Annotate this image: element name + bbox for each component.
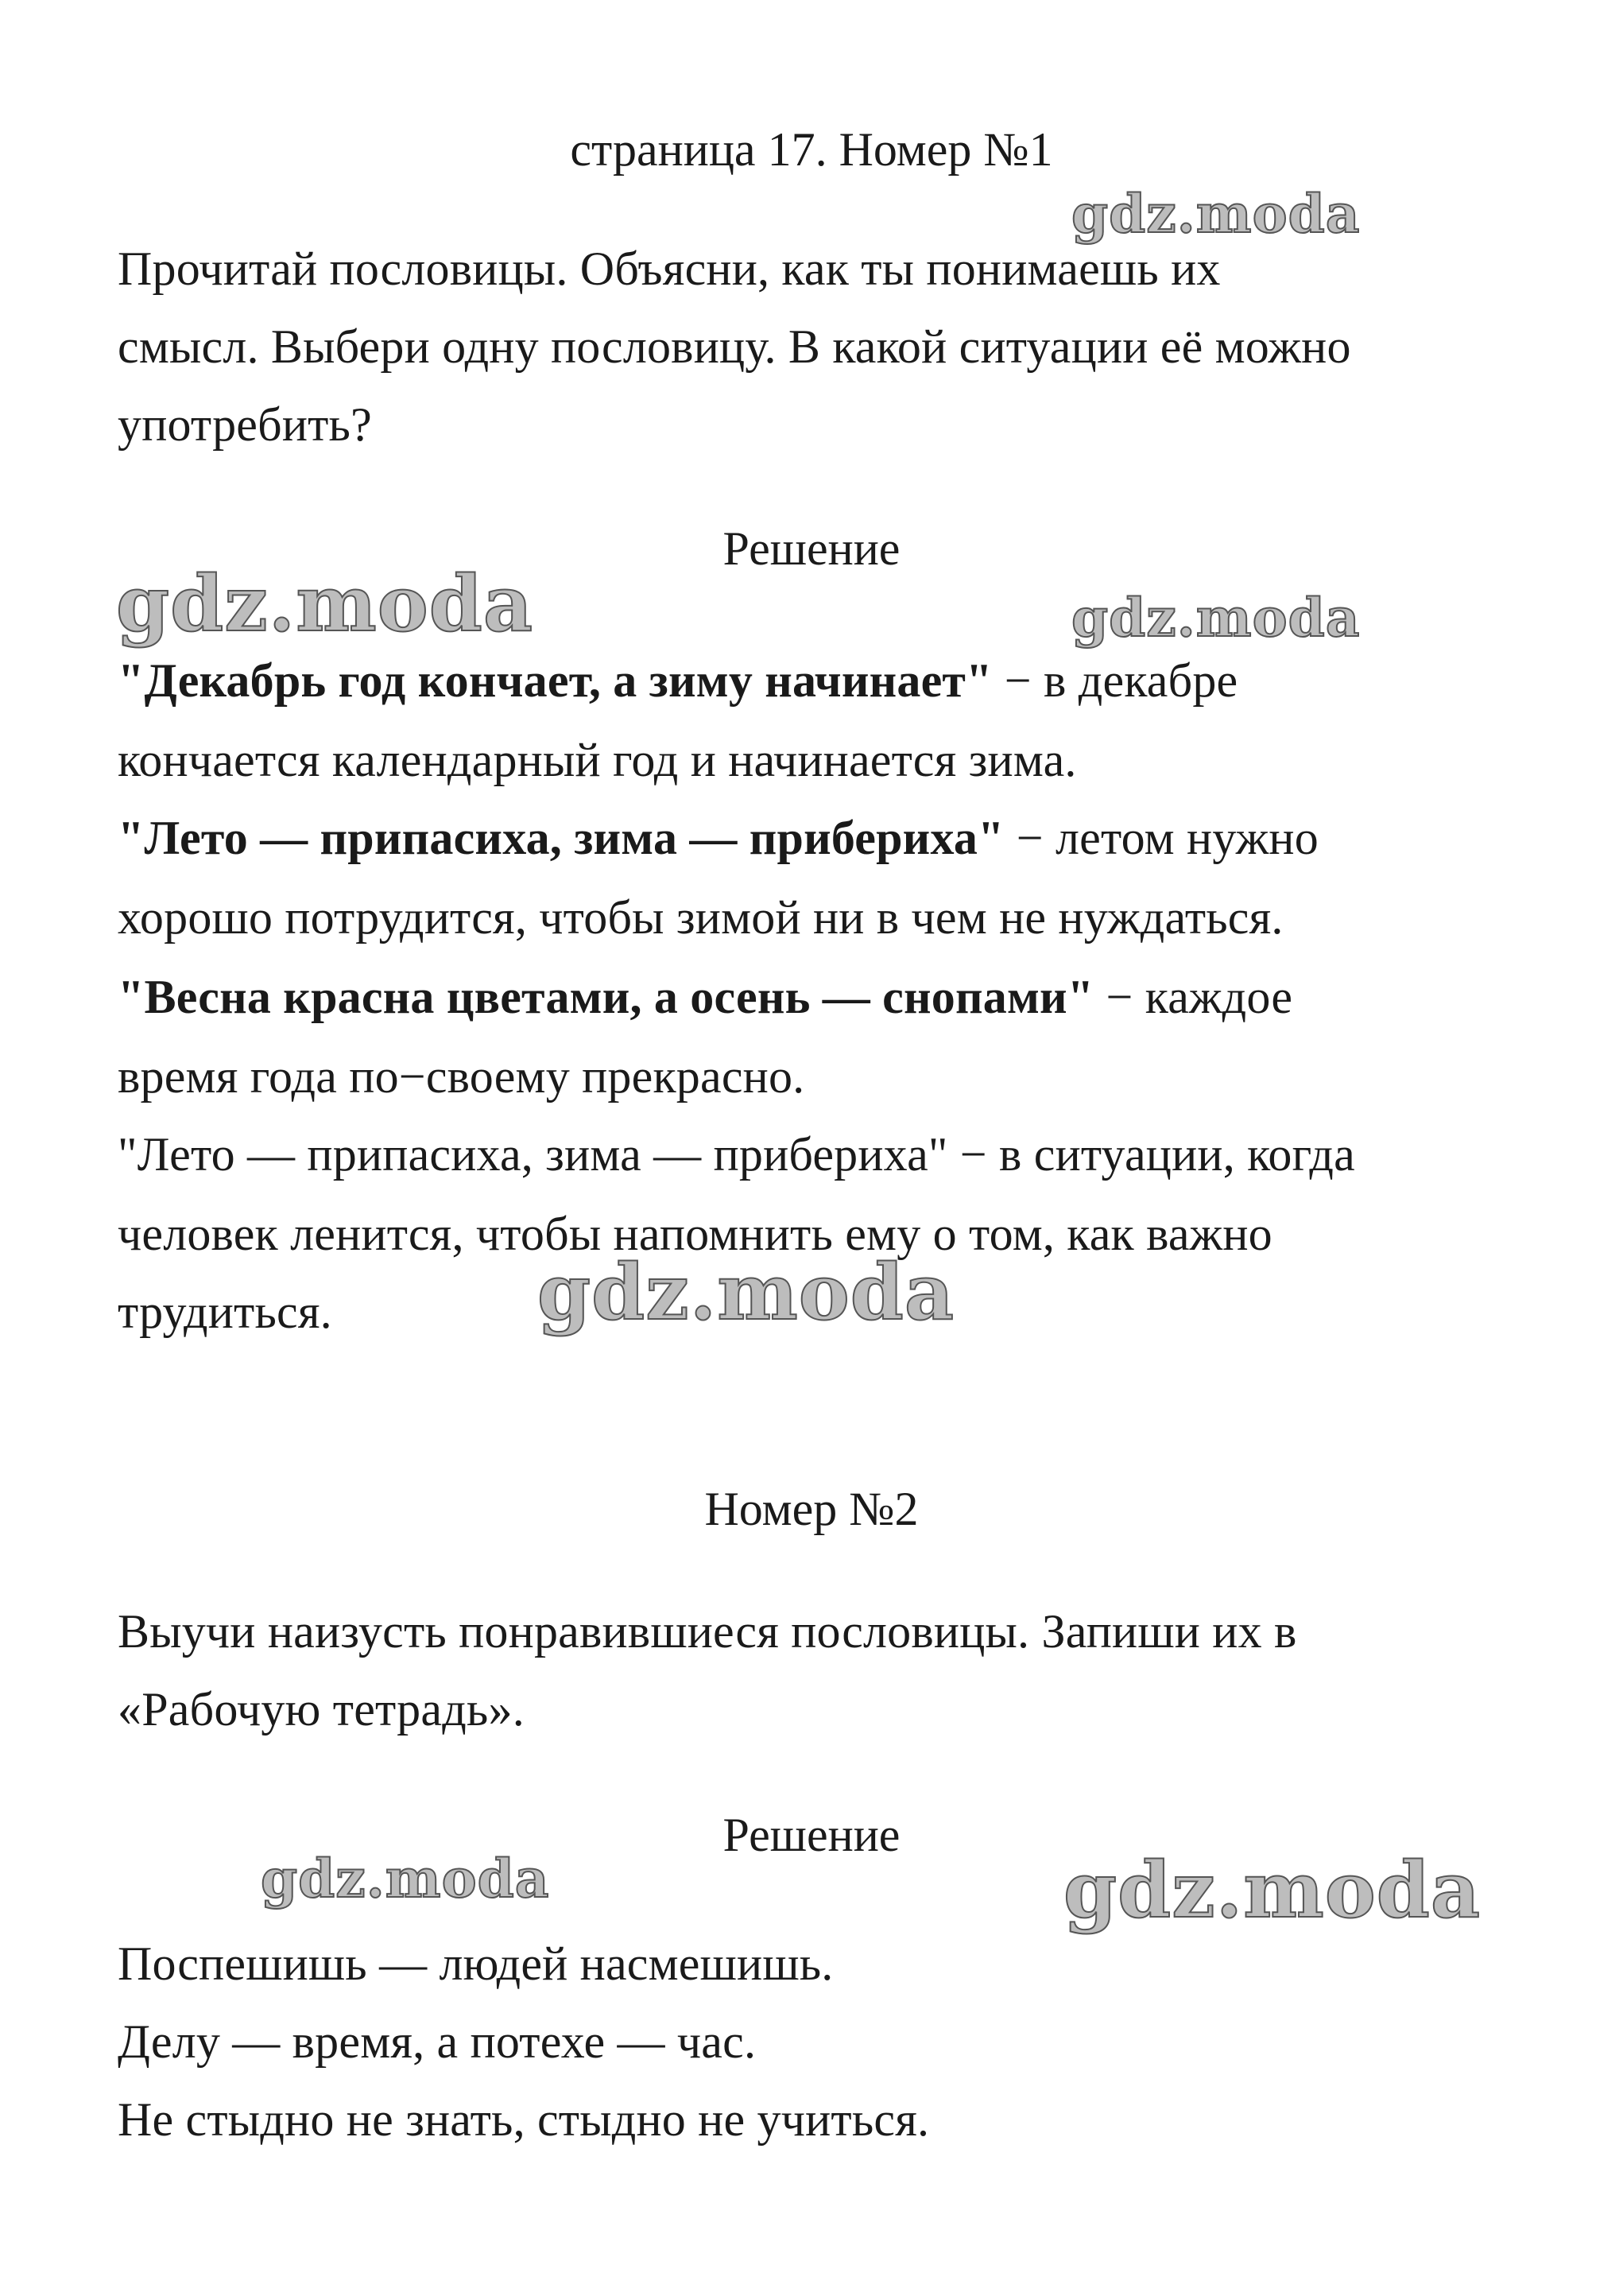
proverb-explanation: − в декабре (992, 654, 1238, 707)
task1-situation-line-1: "Лето — припасиха, зима — прибериха" − в ситуации, когда (118, 1128, 1355, 1181)
watermark-logo: gdz.moda (261, 1848, 550, 1910)
task1-answer-2 (118, 798, 1319, 878)
task2-solution-label: Решение (722, 1809, 901, 1861)
watermark-logo: gdz.moda (1071, 587, 1361, 649)
proverb-text: "Лето — припасиха, зима — прибериха" (118, 812, 1005, 864)
proverb-explanation: − каждое (1094, 971, 1293, 1023)
task2-heading: Номер №2 (704, 1483, 919, 1535)
watermark-logo: gdz.moda (537, 1247, 955, 1337)
task2-answer-line-3: Не стыдно не знать, стыдно не учиться. (118, 2093, 930, 2146)
task1-heading: страница 17. Номер №1 (570, 123, 1053, 176)
task1-answer-1-continuation: кончается календарный год и начинается зима. (118, 734, 1077, 786)
task1-answer-2-continuation: хорошо потрудится, чтобы зимой ни в чем не нуждаться. (118, 891, 1284, 944)
task2-answer-line-1: Поспешишь — людей насмешишь. (118, 1937, 834, 1990)
task1-situation-line-3: трудиться. (118, 1286, 332, 1338)
task2-answer-line-2: Делу — время, а потехе — час. (118, 2015, 757, 2068)
proverb-text: "Декабрь год кончает, а зиму начинает" (118, 654, 993, 707)
task1-answer-3 (118, 957, 1292, 1037)
task1-solution-label: Решение (722, 522, 901, 575)
task2-question-line-2: «Рабочую тетрадь». (118, 1683, 525, 1736)
task2-question-line-1: Выучи наизусть понравившиеся пословицы. Запиши их в (118, 1605, 1297, 1658)
watermark-logo: gdz.moda (1063, 1845, 1482, 1935)
watermark-logo: gdz.moda (116, 559, 534, 649)
task1-situation-line-2: человек ленится, чтобы напомнить ему о том, как важно (118, 1208, 1272, 1260)
task1-answer-3-continuation: время года по−своему прекрасно. (118, 1050, 805, 1103)
task1-answer-1 (118, 641, 1238, 720)
proverb-text: "Весна красна цветами, а осень — снопами" (118, 971, 1094, 1023)
proverb-explanation: − летом нужно (1004, 812, 1319, 864)
task1-question-line-2: смысл. Выбери одну пословицу. В какой ситуации её можно (118, 320, 1351, 373)
watermark-logo: gdz.moda (1071, 183, 1361, 245)
task1-question-line-3: употребить? (118, 398, 372, 451)
task1-question-line-1: Прочитай пословицы. Объясни, как ты понимаешь их (118, 242, 1221, 295)
